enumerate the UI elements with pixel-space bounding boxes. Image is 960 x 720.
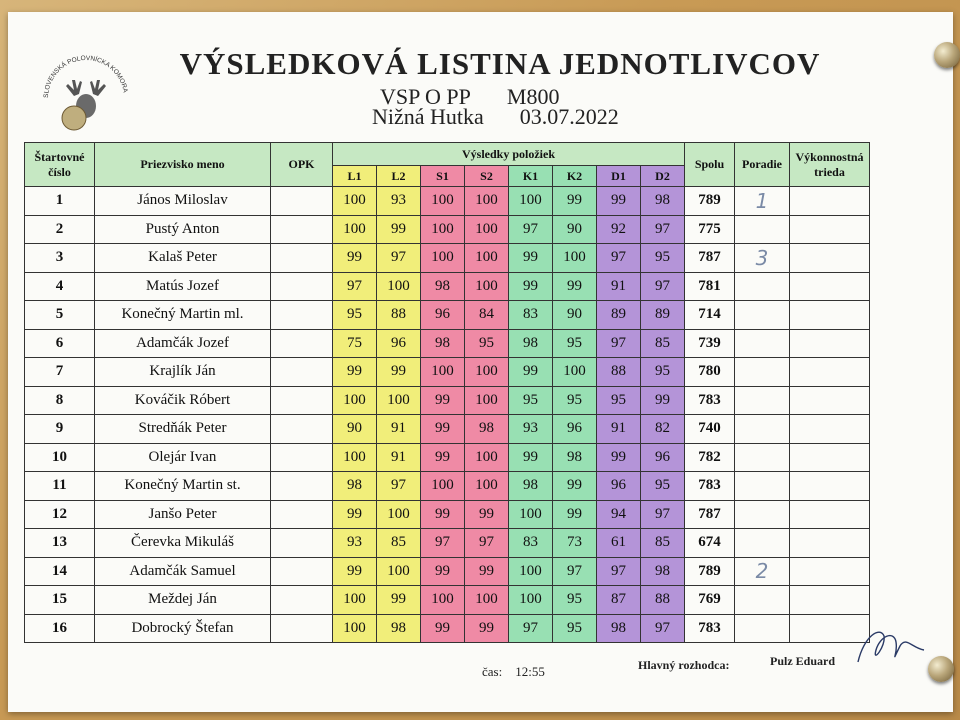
logo-text: SLOVENSKÁ POLOVNÍCKA KOMORA: [42, 54, 129, 99]
header-start-number: Štartovné číslo: [25, 143, 95, 187]
score-cell: 100: [465, 215, 509, 244]
event-place: Nižná Hutka: [372, 104, 484, 129]
score-cell: 91: [597, 415, 641, 444]
header-results: Výsledky položiek: [333, 143, 685, 166]
score-cell: 99: [333, 358, 377, 387]
table-row: [25, 614, 870, 643]
opk-cell: [271, 443, 333, 472]
start-number-cell: 10: [25, 443, 95, 472]
score-cell: 95: [597, 386, 641, 415]
score-cell: 100: [465, 187, 509, 216]
score-cell: 89: [597, 301, 641, 330]
score-cell: 61: [597, 529, 641, 558]
score-cell: 99: [421, 614, 465, 643]
score-cell: 100: [465, 272, 509, 301]
score-cell: 100: [465, 386, 509, 415]
table-row: [25, 386, 870, 415]
score-cell: 91: [377, 443, 421, 472]
total-cell: 775: [685, 215, 735, 244]
name-cell: Adamčák Samuel: [95, 557, 271, 586]
total-cell: 780: [685, 358, 735, 387]
event-date: 03.07.2022: [519, 104, 619, 129]
class-cell: [790, 472, 870, 501]
score-cell: 85: [641, 329, 685, 358]
opk-cell: [271, 244, 333, 273]
table-row: [25, 358, 870, 387]
score-cell: 97: [641, 614, 685, 643]
score-cell: 95: [333, 301, 377, 330]
score-cell: 99: [509, 358, 553, 387]
name-cell: János Miloslav: [95, 187, 271, 216]
score-cell: 98: [509, 472, 553, 501]
score-cell: 97: [597, 557, 641, 586]
score-cell: 99: [509, 244, 553, 273]
total-cell: 783: [685, 386, 735, 415]
score-cell: 88: [641, 586, 685, 615]
score-cell: 100: [421, 358, 465, 387]
table-row: [25, 301, 870, 330]
score-cell: 100: [465, 244, 509, 273]
score-cell: 100: [509, 500, 553, 529]
score-cell: 88: [377, 301, 421, 330]
subheader-s1: S1: [421, 166, 465, 187]
class-cell: [790, 529, 870, 558]
table-row: [25, 215, 870, 244]
table-row: [25, 472, 870, 501]
score-cell: 93: [377, 187, 421, 216]
opk-cell: [271, 386, 333, 415]
event-category: M800: [506, 84, 560, 109]
start-number-cell: 11: [25, 472, 95, 501]
score-cell: 90: [553, 215, 597, 244]
score-cell: 97: [641, 500, 685, 529]
start-number-cell: 5: [25, 301, 95, 330]
start-number-cell: 6: [25, 329, 95, 358]
name-cell: Pustý Anton: [95, 215, 271, 244]
score-cell: 83: [509, 301, 553, 330]
table-row: [25, 415, 870, 444]
opk-cell: [271, 500, 333, 529]
score-cell: 98: [421, 329, 465, 358]
score-cell: 100: [421, 215, 465, 244]
subheader-d1: D1: [597, 166, 641, 187]
name-cell: Meždej Ján: [95, 586, 271, 615]
total-cell: 783: [685, 614, 735, 643]
score-cell: 95: [641, 472, 685, 501]
score-cell: 99: [377, 358, 421, 387]
score-cell: 99: [597, 443, 641, 472]
total-cell: 739: [685, 329, 735, 358]
header-trieda: Výkonnostná trieda: [790, 143, 870, 187]
score-cell: 100: [333, 215, 377, 244]
opk-cell: [271, 329, 333, 358]
score-cell: 100: [553, 358, 597, 387]
score-cell: 99: [553, 272, 597, 301]
subheader-s2: S2: [465, 166, 509, 187]
score-cell: 100: [465, 586, 509, 615]
header-poradie: Poradie: [735, 143, 790, 187]
score-cell: 98: [597, 614, 641, 643]
score-cell: 99: [509, 272, 553, 301]
rank-cell: [735, 500, 790, 529]
name-cell: Janšo Peter: [95, 500, 271, 529]
table-row: [25, 557, 870, 586]
subheader-l2: L2: [377, 166, 421, 187]
opk-cell: [271, 529, 333, 558]
rank-cell: [735, 472, 790, 501]
score-cell: 95: [553, 329, 597, 358]
opk-cell: [271, 215, 333, 244]
score-cell: 99: [465, 614, 509, 643]
score-cell: 96: [377, 329, 421, 358]
score-cell: 100: [553, 244, 597, 273]
page-title: VÝSLEDKOVÁ LISTINA JEDNOTLIVCOV: [179, 46, 821, 81]
subheader-d2: D2: [641, 166, 685, 187]
class-cell: [790, 272, 870, 301]
opk-cell: [271, 301, 333, 330]
opk-cell: [271, 415, 333, 444]
score-cell: 95: [553, 586, 597, 615]
name-cell: Olejár Ivan: [95, 443, 271, 472]
rank-cell: 3: [735, 244, 790, 273]
name-cell: Kalaš Peter: [95, 244, 271, 273]
start-number-cell: 7: [25, 358, 95, 387]
score-cell: 100: [333, 386, 377, 415]
rank-cell: 2: [735, 557, 790, 586]
class-cell: [790, 443, 870, 472]
score-cell: 100: [421, 586, 465, 615]
pushpin-icon: [934, 42, 960, 68]
name-cell: Stredňák Peter: [95, 415, 271, 444]
start-number-cell: 15: [25, 586, 95, 615]
score-cell: 97: [465, 529, 509, 558]
name-cell: Matús Jozef: [95, 272, 271, 301]
rank-cell: [735, 529, 790, 558]
score-cell: 99: [421, 386, 465, 415]
score-cell: 75: [333, 329, 377, 358]
score-cell: 98: [509, 329, 553, 358]
rank-cell: [735, 358, 790, 387]
score-cell: 99: [333, 244, 377, 273]
results-table: [24, 142, 870, 643]
table-row: [25, 244, 870, 273]
score-cell: 97: [641, 215, 685, 244]
score-cell: 95: [641, 358, 685, 387]
start-number-cell: 3: [25, 244, 95, 273]
total-cell: 674: [685, 529, 735, 558]
score-cell: 93: [333, 529, 377, 558]
table-row: [25, 443, 870, 472]
score-cell: 99: [421, 500, 465, 529]
score-cell: 97: [377, 244, 421, 273]
score-cell: 97: [553, 557, 597, 586]
event-name: VSP O PP: [380, 84, 471, 109]
class-cell: [790, 187, 870, 216]
score-cell: 100: [333, 443, 377, 472]
opk-cell: [271, 614, 333, 643]
score-cell: 73: [553, 529, 597, 558]
name-cell: Čerevka Mikuláš: [95, 529, 271, 558]
score-cell: 95: [641, 244, 685, 273]
score-cell: 82: [641, 415, 685, 444]
score-cell: 99: [333, 500, 377, 529]
table-row: [25, 500, 870, 529]
start-number-cell: 1: [25, 187, 95, 216]
score-cell: 100: [465, 472, 509, 501]
score-cell: 98: [421, 272, 465, 301]
class-cell: [790, 415, 870, 444]
score-cell: 99: [421, 443, 465, 472]
score-cell: 99: [465, 557, 509, 586]
score-cell: 84: [465, 301, 509, 330]
score-cell: 96: [597, 472, 641, 501]
score-cell: 88: [597, 358, 641, 387]
score-cell: 91: [377, 415, 421, 444]
class-cell: [790, 500, 870, 529]
score-cell: 92: [597, 215, 641, 244]
name-cell: Konečný Martin ml.: [95, 301, 271, 330]
score-cell: 100: [421, 472, 465, 501]
total-cell: 781: [685, 272, 735, 301]
score-cell: 95: [553, 614, 597, 643]
referee-label: Hlavný rozhodca:: [638, 658, 730, 672]
score-cell: 100: [377, 272, 421, 301]
class-cell: [790, 215, 870, 244]
score-cell: 97: [509, 614, 553, 643]
score-cell: 99: [421, 415, 465, 444]
start-number-cell: 14: [25, 557, 95, 586]
score-cell: 97: [597, 244, 641, 273]
opk-cell: [271, 557, 333, 586]
score-cell: 100: [465, 443, 509, 472]
name-cell: Konečný Martin st.: [95, 472, 271, 501]
referee-signature: [850, 606, 930, 676]
rank-cell: [735, 272, 790, 301]
score-cell: 99: [553, 500, 597, 529]
time-field: [482, 664, 545, 680]
opk-cell: [271, 586, 333, 615]
rank-cell: 1: [735, 187, 790, 216]
score-cell: 98: [377, 614, 421, 643]
score-cell: 100: [377, 557, 421, 586]
score-cell: 89: [641, 301, 685, 330]
score-cell: 93: [509, 415, 553, 444]
subheader-k2: K2: [553, 166, 597, 187]
score-cell: 99: [553, 187, 597, 216]
score-cell: 83: [509, 529, 553, 558]
start-number-cell: 12: [25, 500, 95, 529]
total-cell: 782: [685, 443, 735, 472]
score-cell: 90: [333, 415, 377, 444]
score-cell: 96: [553, 415, 597, 444]
table-row: [25, 187, 870, 216]
score-cell: 95: [465, 329, 509, 358]
name-cell: Kováčik Róbert: [95, 386, 271, 415]
table-row: [25, 329, 870, 358]
class-cell: [790, 557, 870, 586]
place-date-line: [372, 104, 619, 130]
score-cell: 100: [421, 244, 465, 273]
score-cell: 98: [641, 557, 685, 586]
score-cell: 90: [553, 301, 597, 330]
score-cell: 97: [641, 272, 685, 301]
score-cell: 85: [377, 529, 421, 558]
total-cell: 769: [685, 586, 735, 615]
score-cell: 100: [509, 187, 553, 216]
total-cell: 740: [685, 415, 735, 444]
score-cell: 97: [597, 329, 641, 358]
start-number-cell: 2: [25, 215, 95, 244]
start-number-cell: 8: [25, 386, 95, 415]
score-cell: 97: [377, 472, 421, 501]
score-cell: 95: [509, 386, 553, 415]
score-cell: 100: [333, 187, 377, 216]
score-cell: 98: [465, 415, 509, 444]
start-number-cell: 13: [25, 529, 95, 558]
score-cell: 97: [333, 272, 377, 301]
start-number-cell: 16: [25, 614, 95, 643]
score-cell: 97: [421, 529, 465, 558]
rank-cell: [735, 386, 790, 415]
name-cell: Dobrocký Štefan: [95, 614, 271, 643]
score-cell: 100: [421, 187, 465, 216]
score-cell: 100: [509, 557, 553, 586]
header-name: Priezvisko meno: [95, 143, 271, 187]
score-cell: 99: [597, 187, 641, 216]
score-cell: 96: [641, 443, 685, 472]
score-cell: 99: [377, 215, 421, 244]
opk-cell: [271, 472, 333, 501]
score-cell: 100: [333, 586, 377, 615]
score-cell: 100: [377, 500, 421, 529]
opk-cell: [271, 272, 333, 301]
class-cell: [790, 301, 870, 330]
hunting-chamber-logo: [38, 52, 134, 132]
header-spolu: Spolu: [685, 143, 735, 187]
time-value: 12:55: [515, 664, 545, 679]
rank-cell: [735, 301, 790, 330]
score-cell: 91: [597, 272, 641, 301]
table-row: [25, 529, 870, 558]
score-cell: 98: [333, 472, 377, 501]
score-cell: 100: [465, 358, 509, 387]
score-cell: 100: [333, 614, 377, 643]
opk-cell: [271, 358, 333, 387]
score-cell: 100: [377, 386, 421, 415]
score-cell: 99: [465, 500, 509, 529]
referee-name: Pulz Eduard: [770, 654, 836, 668]
rank-cell: [735, 586, 790, 615]
table-row: [25, 586, 870, 615]
class-cell: [790, 329, 870, 358]
name-cell: Krajlík Ján: [95, 358, 271, 387]
start-number-cell: 9: [25, 415, 95, 444]
class-cell: [790, 386, 870, 415]
rank-cell: [735, 329, 790, 358]
score-cell: 97: [509, 215, 553, 244]
opk-cell: [271, 187, 333, 216]
name-cell: Adamčák Jozef: [95, 329, 271, 358]
table-row: [25, 272, 870, 301]
rank-cell: [735, 415, 790, 444]
score-cell: 99: [509, 443, 553, 472]
rank-cell: [735, 215, 790, 244]
total-cell: 789: [685, 557, 735, 586]
score-cell: 95: [553, 386, 597, 415]
subheader-l1: L1: [333, 166, 377, 187]
score-cell: 99: [553, 472, 597, 501]
score-cell: 99: [377, 586, 421, 615]
total-cell: 787: [685, 500, 735, 529]
subheader-k1: K1: [509, 166, 553, 187]
pushpin-icon: [928, 656, 954, 682]
score-cell: 99: [641, 386, 685, 415]
total-cell: 789: [685, 187, 735, 216]
score-cell: 99: [333, 557, 377, 586]
score-cell: 100: [509, 586, 553, 615]
rank-cell: [735, 614, 790, 643]
score-cell: 87: [597, 586, 641, 615]
start-number-cell: 4: [25, 272, 95, 301]
score-cell: 85: [641, 529, 685, 558]
time-label: čas:: [482, 664, 503, 679]
score-cell: 96: [421, 301, 465, 330]
total-cell: 787: [685, 244, 735, 273]
score-cell: 98: [553, 443, 597, 472]
total-cell: 714: [685, 301, 735, 330]
score-cell: 94: [597, 500, 641, 529]
rank-cell: [735, 443, 790, 472]
total-cell: 783: [685, 472, 735, 501]
score-cell: 98: [641, 187, 685, 216]
header-opk: OPK: [271, 143, 333, 187]
score-cell: 99: [421, 557, 465, 586]
class-cell: [790, 244, 870, 273]
class-cell: [790, 358, 870, 387]
